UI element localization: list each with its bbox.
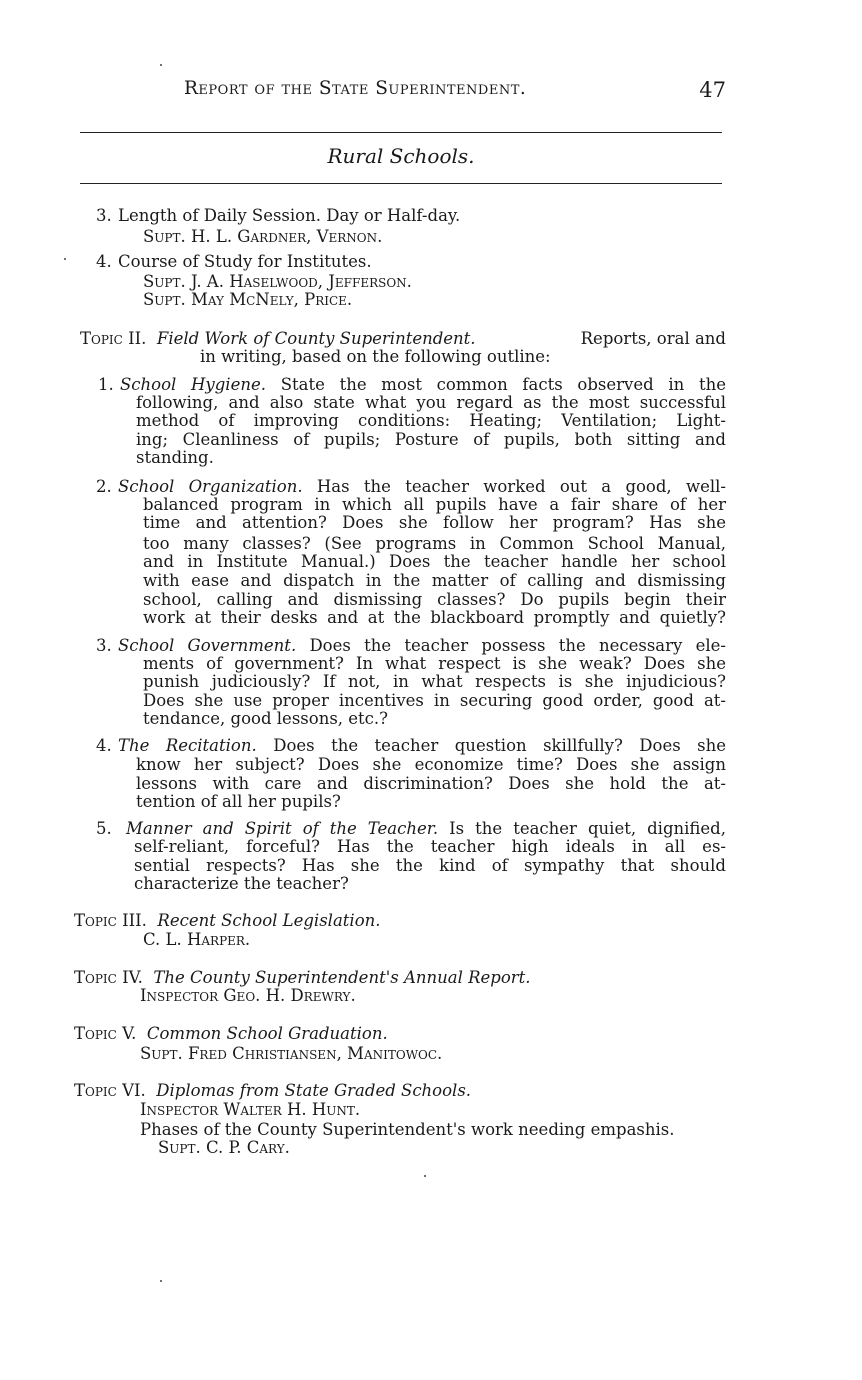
subtopic-2-title: School Organization. bbox=[118, 477, 303, 496]
subtopic-3-line-3: punish judiciously? If not, in what respects is she injudicious? bbox=[143, 672, 726, 691]
subtopic-2-line-6: with ease and dispatch in the matter of calling and dismissing bbox=[143, 571, 726, 590]
topic-6-extra-speaker: Supt. C. P. Cary. bbox=[158, 1138, 290, 1157]
topic-2-label: Topic II. bbox=[80, 329, 147, 348]
subtopic-2-line-8: work at their desks and at the blackboard promptly and quietly? bbox=[143, 608, 726, 627]
topic-2-rest-line1: Reports, oral and bbox=[580, 329, 726, 348]
topic-6-speaker: Inspector Walter H. Hunt. bbox=[140, 1100, 361, 1119]
subtopic-4-line-3: lessons with care and discrimination? Does she hold the at- bbox=[136, 774, 726, 793]
topic-3-label: Topic III. bbox=[74, 911, 147, 930]
topic-5-speaker: Supt. Fred Christiansen, Manitowoc. bbox=[140, 1044, 443, 1063]
subtopic-2-line-5: and in Institute Manual.) Does the teacher handle her school bbox=[143, 552, 726, 571]
subtopic-1-title: School Hygiene. bbox=[120, 375, 266, 394]
topic-2-title: Field Work of County Superintendent. bbox=[156, 329, 476, 348]
subtopic-1-line-1 bbox=[98, 376, 726, 394]
subtopic-2-line-1 bbox=[96, 478, 726, 496]
subtopic-3-line-4: Does she use proper incentives in securing good order, good at- bbox=[143, 691, 726, 710]
subtopic-5-line-3: sential respects? Has she the kind of sympathy that should bbox=[134, 856, 726, 875]
item-4-text: Course of Study for Institutes. bbox=[118, 252, 372, 271]
scan-speck bbox=[160, 1280, 162, 1282]
subtopic-4-text: Does the teacher question skillfully? Does she bbox=[273, 736, 727, 755]
subtopic-3-line-2: ments of government? In what respect is she weak? Does she bbox=[143, 654, 726, 673]
subtopic-2-line-7: school, calling and dismissing classes? Do pupils begin their bbox=[143, 590, 726, 609]
topic-5-heading bbox=[74, 1025, 388, 1043]
subtopic-3-text: Does the teacher possess the necessary ele- bbox=[309, 636, 726, 655]
subtopic-4-line-2: know her subject? Does she economize time? Does she assign bbox=[136, 755, 726, 774]
item-3-number: 3. bbox=[96, 206, 112, 225]
running-header bbox=[82, 78, 726, 108]
item-3 bbox=[96, 207, 460, 225]
topic-6-extra-line: Phases of the County Superintendent's work needing empashis. bbox=[140, 1120, 675, 1139]
topic-4-speaker: Inspector Geo. H. Drewry. bbox=[140, 986, 356, 1005]
subtopic-4-line-4: tention of all her pupils? bbox=[136, 792, 341, 811]
subtopic-2-number: 2. bbox=[96, 477, 112, 496]
subtopic-1-text: State the most common facts observed in the bbox=[280, 375, 727, 394]
topic-5-title: Common School Graduation. bbox=[146, 1024, 388, 1043]
section-title: Rural Schools. bbox=[327, 144, 475, 168]
topic-4-heading bbox=[74, 969, 531, 987]
subtopic-5-title: Manner and Spirit of the Teacher. bbox=[126, 819, 439, 838]
subtopic-5-line-2: self-reliant, forceful? Has the teacher high ideals in all es- bbox=[134, 837, 726, 856]
topic-4-title: The County Superintendent's Annual Report. bbox=[153, 968, 531, 987]
item-3-text: Length of Daily Session. Day or Half-day. bbox=[118, 206, 461, 225]
subtopic-2-line-3: time and attention? Does she follow her program? Has she bbox=[143, 513, 726, 532]
item-3-speaker: Supt. H. L. Gardner, Vernon. bbox=[143, 227, 383, 246]
subtopic-5-line-4: characterize the teacher? bbox=[134, 874, 349, 893]
subtopic-4-line-1 bbox=[96, 737, 726, 755]
item-4-speaker-1: Supt. J. A. Haselwood, Jefferson. bbox=[143, 272, 412, 291]
subtopic-2-line-2: balanced program in which all pupils have a fair share of her bbox=[143, 495, 726, 514]
subtopic-5-line-1 bbox=[96, 820, 726, 838]
header-title: Report of the State Superintendent. bbox=[184, 78, 527, 99]
topic-3-speaker: C. L. Harper. bbox=[143, 930, 251, 949]
subtopic-1-number: 1. bbox=[98, 375, 114, 394]
topic-2-heading bbox=[80, 330, 726, 348]
subtopic-1-line-2: following, and also state what you regard as the most successful bbox=[136, 393, 726, 412]
topic-6-heading bbox=[74, 1082, 471, 1100]
scan-speck bbox=[64, 258, 66, 260]
topic-3-heading bbox=[74, 912, 381, 930]
subtopic-5-number: 5. bbox=[96, 819, 112, 838]
subtopic-1-line-4: ing; Cleanliness of pupils; Posture of pupils, both sitting and bbox=[136, 430, 726, 449]
subtopic-5-text: Is the teacher quiet, dignified, bbox=[449, 819, 726, 838]
subtopic-3-title: School Government. bbox=[118, 636, 297, 655]
topic-6-label: Topic VI. bbox=[74, 1081, 146, 1100]
scan-speck bbox=[424, 1175, 426, 1177]
subtopic-3-line-5: tendance, good lessons, etc.? bbox=[143, 709, 389, 728]
subtopic-1-line-3: method of improving conditions: Heating; Ventilation; Light- bbox=[136, 411, 726, 430]
item-4-speaker-2: Supt. May McNely, Price. bbox=[143, 290, 353, 309]
topic-3-title: Recent School Legislation. bbox=[157, 911, 381, 930]
subtopic-3-number: 3. bbox=[96, 636, 112, 655]
subtopic-1-line-5: standing. bbox=[136, 448, 214, 467]
subtopic-4-title: The Recitation. bbox=[118, 736, 257, 755]
subtopic-3-line-1 bbox=[96, 637, 726, 655]
topic-6-title: Diplomas from State Graded Schools. bbox=[156, 1081, 472, 1100]
scan-speck bbox=[160, 64, 162, 66]
topic-5-label: Topic V. bbox=[74, 1024, 137, 1043]
item-4-number: 4. bbox=[96, 252, 112, 271]
subtopic-4-number: 4. bbox=[96, 736, 112, 755]
bottom-rule bbox=[80, 183, 722, 184]
subtopic-2-line-4: too many classes? (See programs in Common School Manual, bbox=[143, 534, 726, 553]
topic-2-rest-line2: in writing, based on the following outline: bbox=[200, 347, 551, 366]
page-number: 47 bbox=[699, 78, 726, 102]
item-4 bbox=[96, 253, 372, 271]
topic-4-label: Topic IV. bbox=[74, 968, 143, 987]
top-rule bbox=[80, 132, 722, 133]
subtopic-2-text: Has the teacher worked out a good, well- bbox=[316, 477, 726, 496]
